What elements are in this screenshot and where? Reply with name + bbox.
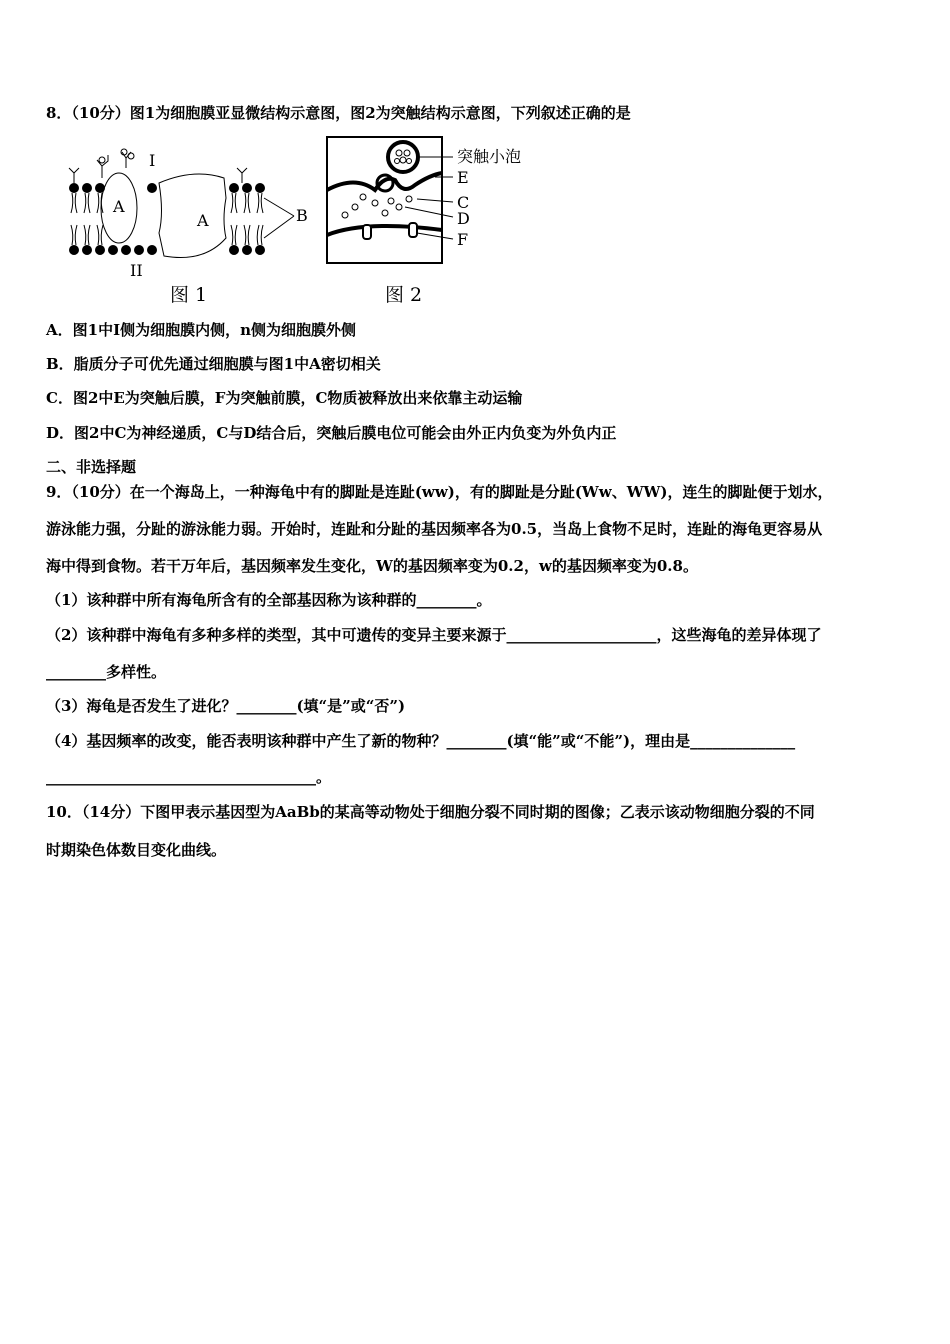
- fig2-label-D: D: [457, 209, 470, 228]
- fig2-caption: 图 2: [385, 284, 423, 306]
- q9-sub-1: （1）该种群中所有海龟所含有的全部基因称为该种群的________。: [46, 591, 492, 609]
- q9-stem-line-1: 9．（10分）在一个海岛上，一种海龟中有的脚趾是连趾(ww)，有的脚趾是分趾(Ww、WW)，连生的脚趾便于划水，: [46, 483, 833, 501]
- q9-sub-4-line-2: ____________________________________。: [46, 768, 332, 786]
- fig1-label-B: B: [296, 206, 308, 225]
- q9-stem-line-3: 海中得到食物。若干万年后，基因频率发生变化，W的基因频率变为0.2，w的基因频率变为0.8。: [46, 557, 698, 575]
- q8-option-d: D．图2中C为神经递质，C与D结合后，突触后膜电位可能会由外正内负变为外负内正: [46, 424, 617, 442]
- q8-stem: 8．（10分）图1为细胞膜亚显微结构示意图，图2为突触结构示意图，下列叙述正确的是: [46, 104, 631, 122]
- q10-stem-line-1: 10．（14分）下图甲表示基因型为AaBb的某高等动物处于细胞分裂不同时期的图像；乙表示该动物细胞分裂的不同: [46, 803, 815, 821]
- q8-option-b: B．脂质分子可优先通过细胞膜与图1中A密切相关: [46, 355, 381, 373]
- fig1-label-II: II: [130, 261, 143, 280]
- q9-sub-2-line-1: （2）该种群中海龟有多种多样的类型，其中可遗传的变异主要来源于____________________，这些海龟的差异体现了: [46, 626, 822, 644]
- q9-sub-3: （3）海龟是否发生了进化？________(填“是”或“否”): [46, 697, 406, 715]
- fig2-label-vesicle: 突触小泡: [457, 147, 522, 166]
- q8-option-c: C．图2中E为突触后膜，F为突触前膜，C物质被释放出来依靠主动运输: [46, 389, 523, 407]
- fig1-caption: 图 1: [170, 284, 208, 306]
- figure-2-synapse: [325, 135, 540, 270]
- fig1-label-A-right: A: [197, 211, 209, 230]
- q8-option-a: A．图1中I侧为细胞膜内侧，n侧为细胞膜外侧: [46, 321, 356, 339]
- q9-stem-line-2: 游泳能力强，分趾的游泳能力弱。开始时，连趾和分趾的基因频率各为0.5，当岛上食物不足时，连趾的海龟更容易从: [46, 520, 823, 538]
- fig1-label-A-left: A: [113, 197, 125, 216]
- section-heading: 二、非选择题: [46, 458, 137, 476]
- q10-stem-line-2: 时期染色体数目变化曲线。: [46, 841, 227, 859]
- fig2-label-F: F: [457, 230, 469, 249]
- fig2-label-C: C: [457, 193, 470, 212]
- fig2-label-E: E: [457, 168, 469, 187]
- q9-sub-4-line-1: （4）基因频率的改变，能否表明该种群中产生了新的物种？________(填“能”或“不能”)，理由是______________: [46, 732, 796, 750]
- fig1-label-I: I: [149, 151, 156, 170]
- q9-sub-2-line-2: ________多样性。: [46, 663, 167, 681]
